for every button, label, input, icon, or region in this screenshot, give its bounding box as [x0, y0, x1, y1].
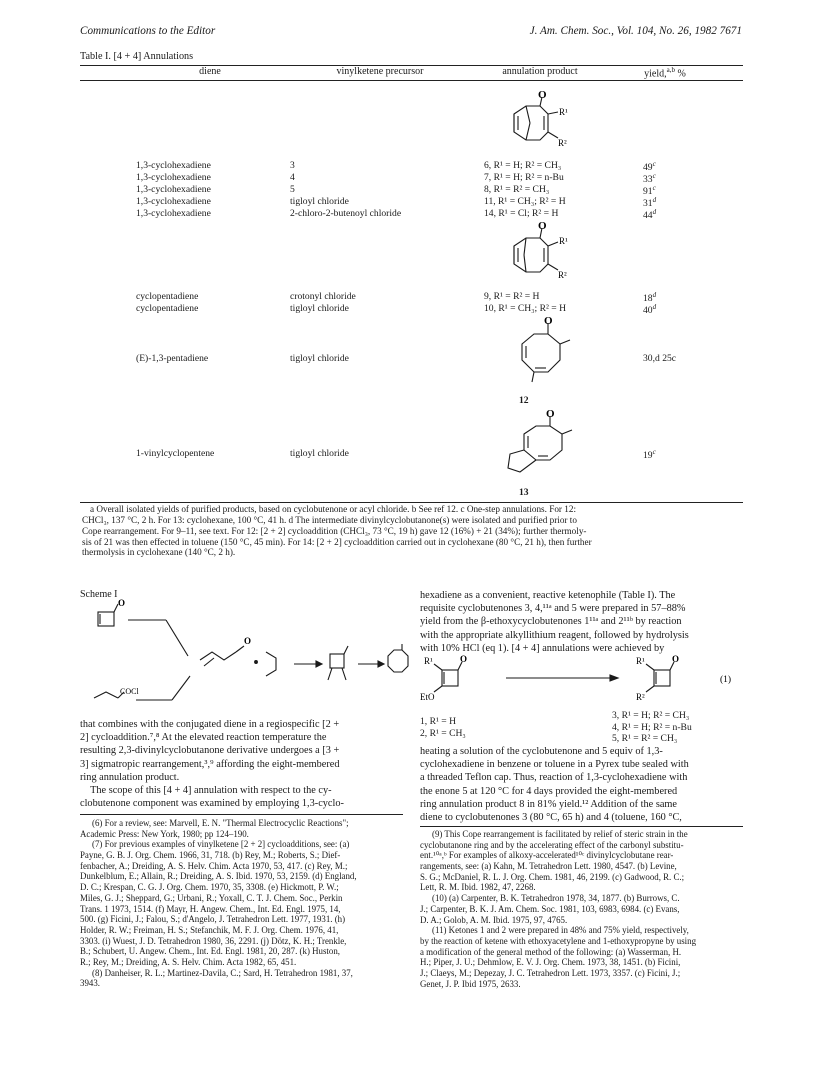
- row4-diene: 1,3-cyclohexadiene: [136, 196, 211, 207]
- row6-product: 9, R¹ = R² = H: [484, 291, 540, 302]
- struct1-r1-label: R¹: [559, 107, 568, 117]
- row5-precursor: 2-chloro-2-butenoyl chloride: [290, 208, 402, 219]
- row5-diene: 1,3-cyclohexadiene: [136, 208, 211, 219]
- row3-product: 8, R¹ = R² = CH₃: [484, 184, 550, 195]
- row7-diene: cyclopentadiene: [136, 303, 199, 314]
- eq-reactant-labels: 1, R¹ = H 2, R¹ = CH₃: [420, 716, 466, 739]
- left-footnote-rule: [80, 814, 403, 815]
- eq-product-r2: R²: [636, 692, 645, 702]
- row6-yield: 18$^d$: [643, 291, 657, 305]
- row4-product: 11, R¹ = CH₃; R² = H: [484, 196, 566, 207]
- product-13-label: 13: [519, 487, 529, 498]
- row3-yield: 91$^c$: [643, 184, 656, 198]
- struct2-o-label: O: [538, 220, 547, 232]
- structure-bicyclo-nonenone: [500, 222, 580, 288]
- running-header-right: J. Am. Chem. Soc., Vol. 104, No. 26, 1982 7671: [529, 25, 742, 37]
- scheme-i-diagram: [80, 598, 410, 718]
- equation-1-diagram: [420, 656, 743, 716]
- row9-diene: 1-vinylcyclopentene: [136, 448, 215, 459]
- table-bottom-rule: [80, 502, 743, 503]
- row4-yield: 31$^d$: [643, 196, 657, 210]
- row1-yield: 49$^c$: [643, 160, 656, 174]
- row7-precursor: tigloyl chloride: [290, 303, 349, 314]
- row1-diene: 1,3-cyclohexadiene: [136, 160, 211, 171]
- eq-number: (1): [720, 675, 732, 685]
- right-paragraph-2: heating a solution of the cyclobutenone and 5 equiv of 1,3- cyclohexadiene in benzene or toluene in a Pyrex tube sealed with a threaded Teflon cap. Thus, reaction of 1,3-cyclohexadiene with the enone 5 at 120 °C for 4 days provided the eight-membered ring annulation product 8 in 81% yield.¹² Addition of the same diene to cyclobutenones 3 (80 °C, 65 h) and 4 (toluene, 160 °C,: [420, 746, 689, 823]
- struct4-o-label: O: [546, 408, 555, 420]
- row8-precursor: tigloyl chloride: [290, 353, 349, 364]
- table-header-rule: [80, 80, 743, 81]
- row4-precursor: tigloyl chloride: [290, 196, 349, 207]
- col-header-diene: diene: [199, 66, 221, 77]
- table-title: Table I. [4 + 4] Annulations: [80, 51, 194, 62]
- right-paragraph-1: hexadiene as a convenient, reactive ketenophile (Table I). The requisite cyclobutenones 3, 4,¹¹ᵃ and 5 were prepared in 57–88% yield from the β-ethoxycyclobutenones 1¹¹ᵃ and 2¹¹ᵇ by reaction with the appropriate alkyllithium reagent, followed by hydrolysis with 10% HCl (eq 1). [4 + 4] annulations were achieved by: [420, 590, 689, 654]
- struct1-o-label: O: [538, 89, 547, 101]
- structure-fused-cyclooctadienone-13: [500, 408, 590, 488]
- row6-diene: cyclopentadiene: [136, 291, 199, 302]
- structure-cyclooctadienone-12: [506, 315, 586, 404]
- eq-reactant-o: O: [460, 654, 468, 664]
- row3-precursor: 5: [290, 184, 295, 195]
- eq-product-r1: R¹: [636, 656, 645, 666]
- row8-diene: (E)-1,3-pentadiene: [136, 353, 209, 364]
- table-footnotes: a Overall isolated yields of purified products, based on cyclobutenone or acyl chloride. b See ref 12. c One-step annulations. For 12: CHCl₃, 137 °C, 2 h. For 13: cyclohexane, 100 °C, 41 h. d The intermediate divinylcyclobutanone(s) were isolated and purified prior to Cope rearrangement. For 9–11, see text. For 12: [2 + 2] cycloaddition (CHCl₃, 73 °C, 19 h) gave 12 (16%) + 21 (34%); further thermoly- sis of 21 was then effected in toluene (150 °C, 45 min). For 14: [2 + 2] cycloaddition carried out in cyclohexane (80 °C, 21 h), then further thermolysis in cyclohexane (140 °C, 2 h).: [82, 504, 592, 558]
- row7-product: 10, R¹ = CH₃; R² = H: [484, 303, 567, 314]
- row5-product: 14, R¹ = Cl; R² = H: [484, 208, 559, 219]
- col-header-product: annulation product: [502, 66, 578, 77]
- row7-yield: 40$^d$: [643, 303, 657, 317]
- col-header-yield: yield,$^{a,b}$ %: [644, 66, 686, 80]
- row5-yield: 44$^d$: [643, 208, 657, 222]
- scheme-ketene-o-label: O: [244, 636, 252, 646]
- row2-precursor: 4: [290, 172, 295, 183]
- struct2-r2-label: R²: [558, 270, 567, 280]
- row8-yield: 30,d 25c: [643, 353, 677, 364]
- scheme-title: Scheme I: [80, 589, 118, 600]
- eq-product-o: O: [672, 654, 680, 664]
- scheme-o-label: O: [118, 598, 126, 608]
- right-references: (9) This Cope rearrangement is facilitated by relief of steric strain in the cyclobutanone ring and by the accelerating effect of the carbonyl substitu- ent.¹⁰ᵃ,ᵇ For examples of alkoxy-accelerated¹⁰ᶜ divinylcyclobutane rear- rangements, see: (a) Kahn, M. Tetrahedron Lett. 1980, 4547. (b) Levine, S. G.; McDaniel, R. L. J. Org. Chem. 1981, 46, 2199. (c) Gadwood, R. C.; Lett, R. M. Ibid. 1982, 47, 2268. (10) (a) Carpenter, B. K. Tetrahedron 1978, 34, 1877. (b) Burrows, C. J.; Carpenter, B. K. J. Am. Chem. Soc. 1981, 103, 6983, 6984. (c) Evans, D. A.; Golob, A. M. Ibid. 1975, 97, 4765. (11) Ketones 1 and 2 were prepared in 48% and 75% yield, respectively, by the reaction of ketene with ethoxyacetylene and 1-ethoxypropyne by using a modification of the general method of the following: (a) Wasserman, H. H.; Piper, J. U.; Dehmlow, E. V. J. Org. Chem. 1973, 38, 1451. (b) Ficini, J.; Claeys, M.; Depezay, J. C. Tetrahedron Lett. 1973, 3357. (c) Ficini, J.; Genet, J. P. Ibid 1975, 2633.: [420, 829, 697, 989]
- row6-precursor: crotonyl chloride: [290, 291, 356, 302]
- structure-bicyclo-octenone: [500, 89, 580, 156]
- row9-precursor: tigloyl chloride: [290, 448, 349, 459]
- struct3-o-label: O: [544, 315, 553, 327]
- struct2-r1-label: R¹: [559, 236, 568, 246]
- struct1-r2-label: R²: [558, 138, 567, 148]
- row2-product: 7, R¹ = H; R² = n-Bu: [484, 172, 564, 183]
- right-footnote-rule: [420, 826, 743, 827]
- row1-precursor: 3: [290, 160, 295, 171]
- row1-product: 6, R¹ = H; R² = CH₃: [484, 160, 562, 171]
- eq-reactant-r1: R¹: [424, 656, 433, 666]
- running-header-left: Communications to the Editor: [80, 25, 216, 37]
- row9-yield: 19$^c$: [643, 448, 656, 462]
- col-header-precursor: vinylketene precursor: [336, 66, 424, 77]
- eq-product-labels: 3, R¹ = H; R² = CH₃ 4, R¹ = H; R² = n-Bu 5, R¹ = R² = CH₃: [612, 710, 692, 744]
- product-12-label: 12: [519, 395, 529, 406]
- row3-diene: 1,3-cyclohexadiene: [136, 184, 211, 195]
- row2-diene: 1,3-cyclohexadiene: [136, 172, 211, 183]
- row2-yield: 33$^c$: [643, 172, 656, 186]
- eq-reactant-eto: EtO: [420, 692, 435, 702]
- scheme-coci-label: COCl: [120, 687, 139, 696]
- left-paragraph: that combines with the conjugated diene in a regiospecific [2 + 2] cycloaddition.⁷,⁸ At the elevated reaction temperature the resulting 2,3-divinylcyclobutanone derivative undergoes a [3 + 3] sigmatropic rearrangement,³,⁹ affording the eight-membered ring annulation product. The scope of this [4 + 4] annulation with respect to the cy- clobutenone component was examined by employing 1,3-cyclo-: [80, 719, 344, 810]
- left-references: (6) For a review, see: Marvell, E. N. "Thermal Electrocyclic Reactions"; Academic Press: New York, 1980; pp 124–190. (7) For previous examples of vinylketene [2 + 2] cycloadditions, see: (a) Payne, G. B. J. Org. Chem. 1966, 31, 718. (b) Rey, M.; Roberts, S.; Dief- fenbacher, A.; Dreiding, A. S. Helv. Chim. Acta 1970, 53, 417. (c) Rey, M.; Dunkelblum, E.; Allain, R.; Dreiding, A. S. Ibid. 1970, 53, 2159. (d) England, D. C.; Krespan, C. G. J. Org. Chem. 1970, 35, 3308. (e) Hickmott, P. W.; Miles, G. J.; Sheppard, G.; Urbani, R.; Yoxall, C. T. J. Chem. Soc., Perkin Trans. 1 1973, 1514. (f) Mayr, H. Angew. Chem., Int. Ed. Engl. 1975, 14, 500. (g) Ficini, J.; Falou, S.; d'Angelo, J. Tetrahedron Lett. 1977, 1931. (h) Holder, R. W.; Freiman, H. S.; Stefanchik, M. F. J. Org. Chem. 1976, 41, 3303. (i) Wuest, J. D. Tetrahedron 1980, 36, 2291. (j) Dötz, K. H.; Trenkle, B.; Schubert, U. Angew. Chem., Int. Ed. Engl. 1981, 20, 287. (k) Huston, R.; Rey, M.; Dreiding, A. S. Helv. Chim. Acta 1982, 65, 451. (8) Danheiser, R. L.; Martinez-Davila, C.; Sard, H. Tetrahedron 1981, 37, 3943.: [80, 818, 357, 989]
